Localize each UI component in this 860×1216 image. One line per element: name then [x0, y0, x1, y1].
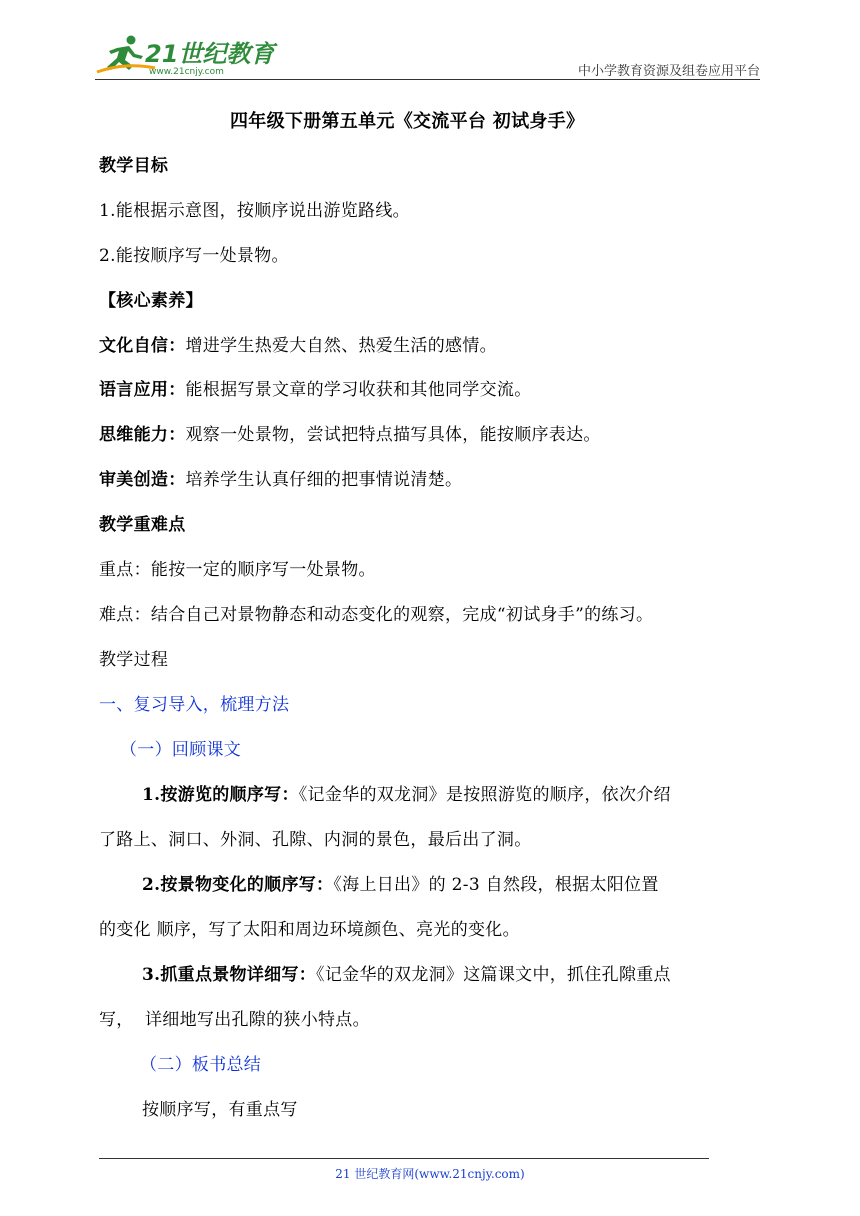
paragraph-text: 《记金华的双龙洞》这篇课文中，抓住孔隙重点	[316, 965, 671, 985]
core-text: 观察一处景物，尝试把特点描写具体，能按顺序表达。	[185, 425, 601, 445]
core-item-1	[99, 334, 497, 358]
paragraph-label: 1.按游览的顺序写：	[142, 785, 299, 805]
page-title: 四年级下册第五单元《交流平台 初试身手》	[230, 111, 585, 132]
paragraph-1-line-1	[142, 783, 671, 807]
logo-url: www.21cnjy.com	[149, 67, 224, 77]
paragraph-text: 《记金华的双龙洞》是按照游览的顺序，依次介绍	[298, 785, 671, 805]
footer-divider	[99, 1158, 709, 1159]
paragraph-2-line-2: 的变化 顺序，写了太阳和周边环境颜色、亮光的变化。	[99, 920, 520, 940]
logo-text: 21世纪教育	[145, 40, 275, 68]
site-logo	[95, 34, 285, 78]
core-item-3	[99, 423, 601, 447]
footer-link[interactable]: 21 世纪教育网(www.21cnjy.com)	[335, 1167, 525, 1181]
core-label: 文化自信：	[99, 336, 186, 356]
difficult-point: 难点：结合自己对景物静态和动态变化的观察，完成“初试身手”的练习。	[99, 605, 654, 625]
core-text: 能根据写景文章的学习收获和其他同学交流。	[185, 380, 532, 400]
summary-text: 按顺序写，有重点写	[142, 1100, 298, 1120]
section-1-heading: 一、复习导入，梳理方法	[99, 695, 290, 715]
header-divider	[95, 79, 760, 80]
core-text: 培养学生认真仔细的把事情说清楚。	[185, 470, 463, 490]
subsection-1-heading: （一）回顾课文	[120, 740, 242, 760]
paragraph-label: 3.抓重点景物详细写：	[142, 965, 317, 985]
core-label: 思维能力：	[99, 425, 186, 445]
process-heading: 教学过程	[99, 650, 169, 670]
core-heading: 【核心素养】	[99, 291, 203, 311]
paragraph-3-line-1	[142, 963, 671, 987]
header-platform-text: 中小学教育资源及组卷应用平台	[577, 64, 760, 79]
core-label: 审美创造：	[99, 470, 186, 490]
goal-item-2: 2.能按顺序写一处景物。	[99, 246, 289, 266]
key-heading: 教学重难点	[99, 515, 186, 535]
paragraph-2-line-1	[142, 873, 659, 897]
paragraph-1-line-2: 了路上、洞口、外洞、孔隙、内洞的景色，最后出了洞。	[99, 830, 532, 850]
core-label: 语言应用：	[99, 380, 186, 400]
core-text: 增进学生热爱大自然、热爱生活的感情。	[185, 336, 497, 356]
core-item-4	[99, 468, 462, 492]
key-point: 重点：能按一定的顺序写一处景物。	[99, 560, 376, 580]
core-item-2	[99, 378, 532, 402]
paragraph-3-line-2: 写， 详细地写出孔隙的狭小特点。	[99, 1010, 370, 1030]
goal-item-1: 1.能根据示意图，按顺序说出游览路线。	[99, 201, 410, 221]
goals-heading: 教学目标	[99, 156, 169, 176]
page-header	[95, 34, 760, 80]
paragraph-text: 《海上日出》的 2-3 自然段，根据太阳位置	[333, 875, 659, 895]
subsection-2-heading: （二）板书总结	[140, 1055, 262, 1075]
paragraph-label: 2.按景物变化的顺序写：	[142, 875, 334, 895]
